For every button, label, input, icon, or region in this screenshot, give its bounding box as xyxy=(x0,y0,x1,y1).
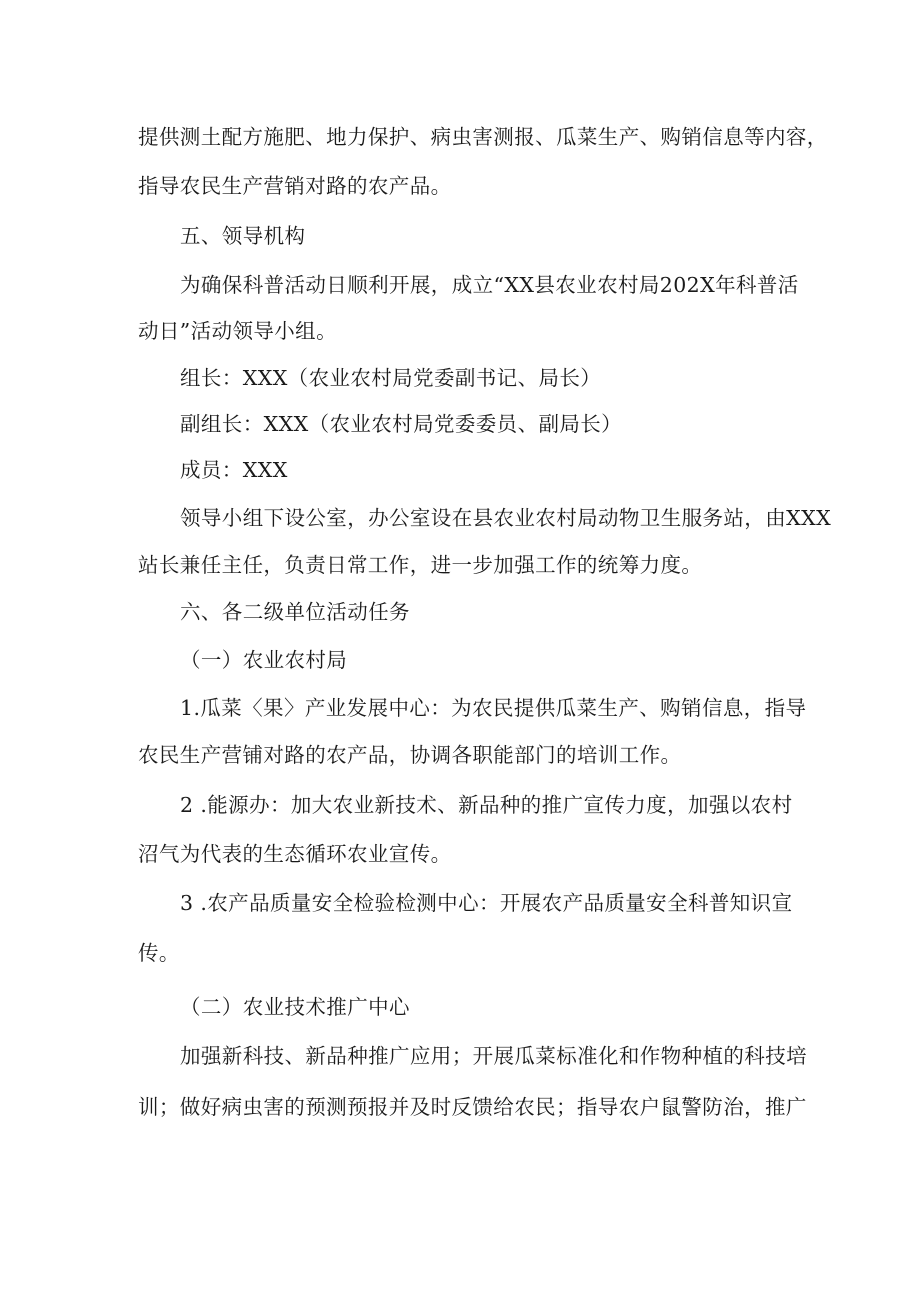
paragraph-line: 沼气为代表的生态循环农业宣传。 xyxy=(138,842,452,866)
paragraph-line: 1.瓜菜〈果〉产业发展中心：为农民提供瓜菜生产、购销信息，指导 xyxy=(180,696,807,720)
paragraph-line: 3 .农产品质量安全检验检测中心：开展农产品质量安全科普知识宣 xyxy=(180,891,793,915)
subsection-heading: （一）农业农村局 xyxy=(180,648,348,672)
section-heading: 六、各二级单位活动任务 xyxy=(180,600,410,624)
paragraph-line: 提供测土配方施肥、地力保护、病虫害测报、瓜菜生产、购销信息等内容， xyxy=(138,125,828,149)
paragraph-line: 指导农民生产营销对路的农产品。 xyxy=(138,174,452,198)
section-heading: 五、领导机构 xyxy=(180,224,306,248)
paragraph-line: 组长：XXX（农业农村局党委副书记、局长） xyxy=(180,366,602,390)
paragraph-line: 为确保科普活动日顺利开展，成立“XX县农业农村局202X年科普活 xyxy=(180,273,799,297)
paragraph-line: 站长兼任主任，负责日常工作，进一步加强工作的统筹力度。 xyxy=(138,553,703,577)
paragraph-line: 动日”活动领导小组。 xyxy=(138,319,337,343)
paragraph-line: 传。 xyxy=(138,941,180,965)
paragraph-line: 训；做好病虫害的预测预报并及时反馈给农民；指导农户鼠警防治，推广 xyxy=(138,1095,807,1119)
paragraph-line: 领导小组下设公室，办公室设在县农业农村局动物卫生服务站，由XXX xyxy=(180,506,832,530)
paragraph-line: 副组长：XXX（农业农村局党委委员、副局长） xyxy=(180,412,623,436)
paragraph-line: 农民生产营铺对路的农产品，协调各职能部门的培训工作。 xyxy=(138,743,682,767)
paragraph-line: 成员：XXX xyxy=(180,458,288,482)
subsection-heading: （二）农业技术推广中心 xyxy=(180,995,410,1019)
paragraph-line: 2 .能源办：加大农业新技术、新品种的推广宣传力度，加强以农村 xyxy=(180,793,793,817)
paragraph-line: 加强新科技、新品种推广应用；开展瓜菜标准化和作物种植的科技培 xyxy=(180,1044,807,1068)
